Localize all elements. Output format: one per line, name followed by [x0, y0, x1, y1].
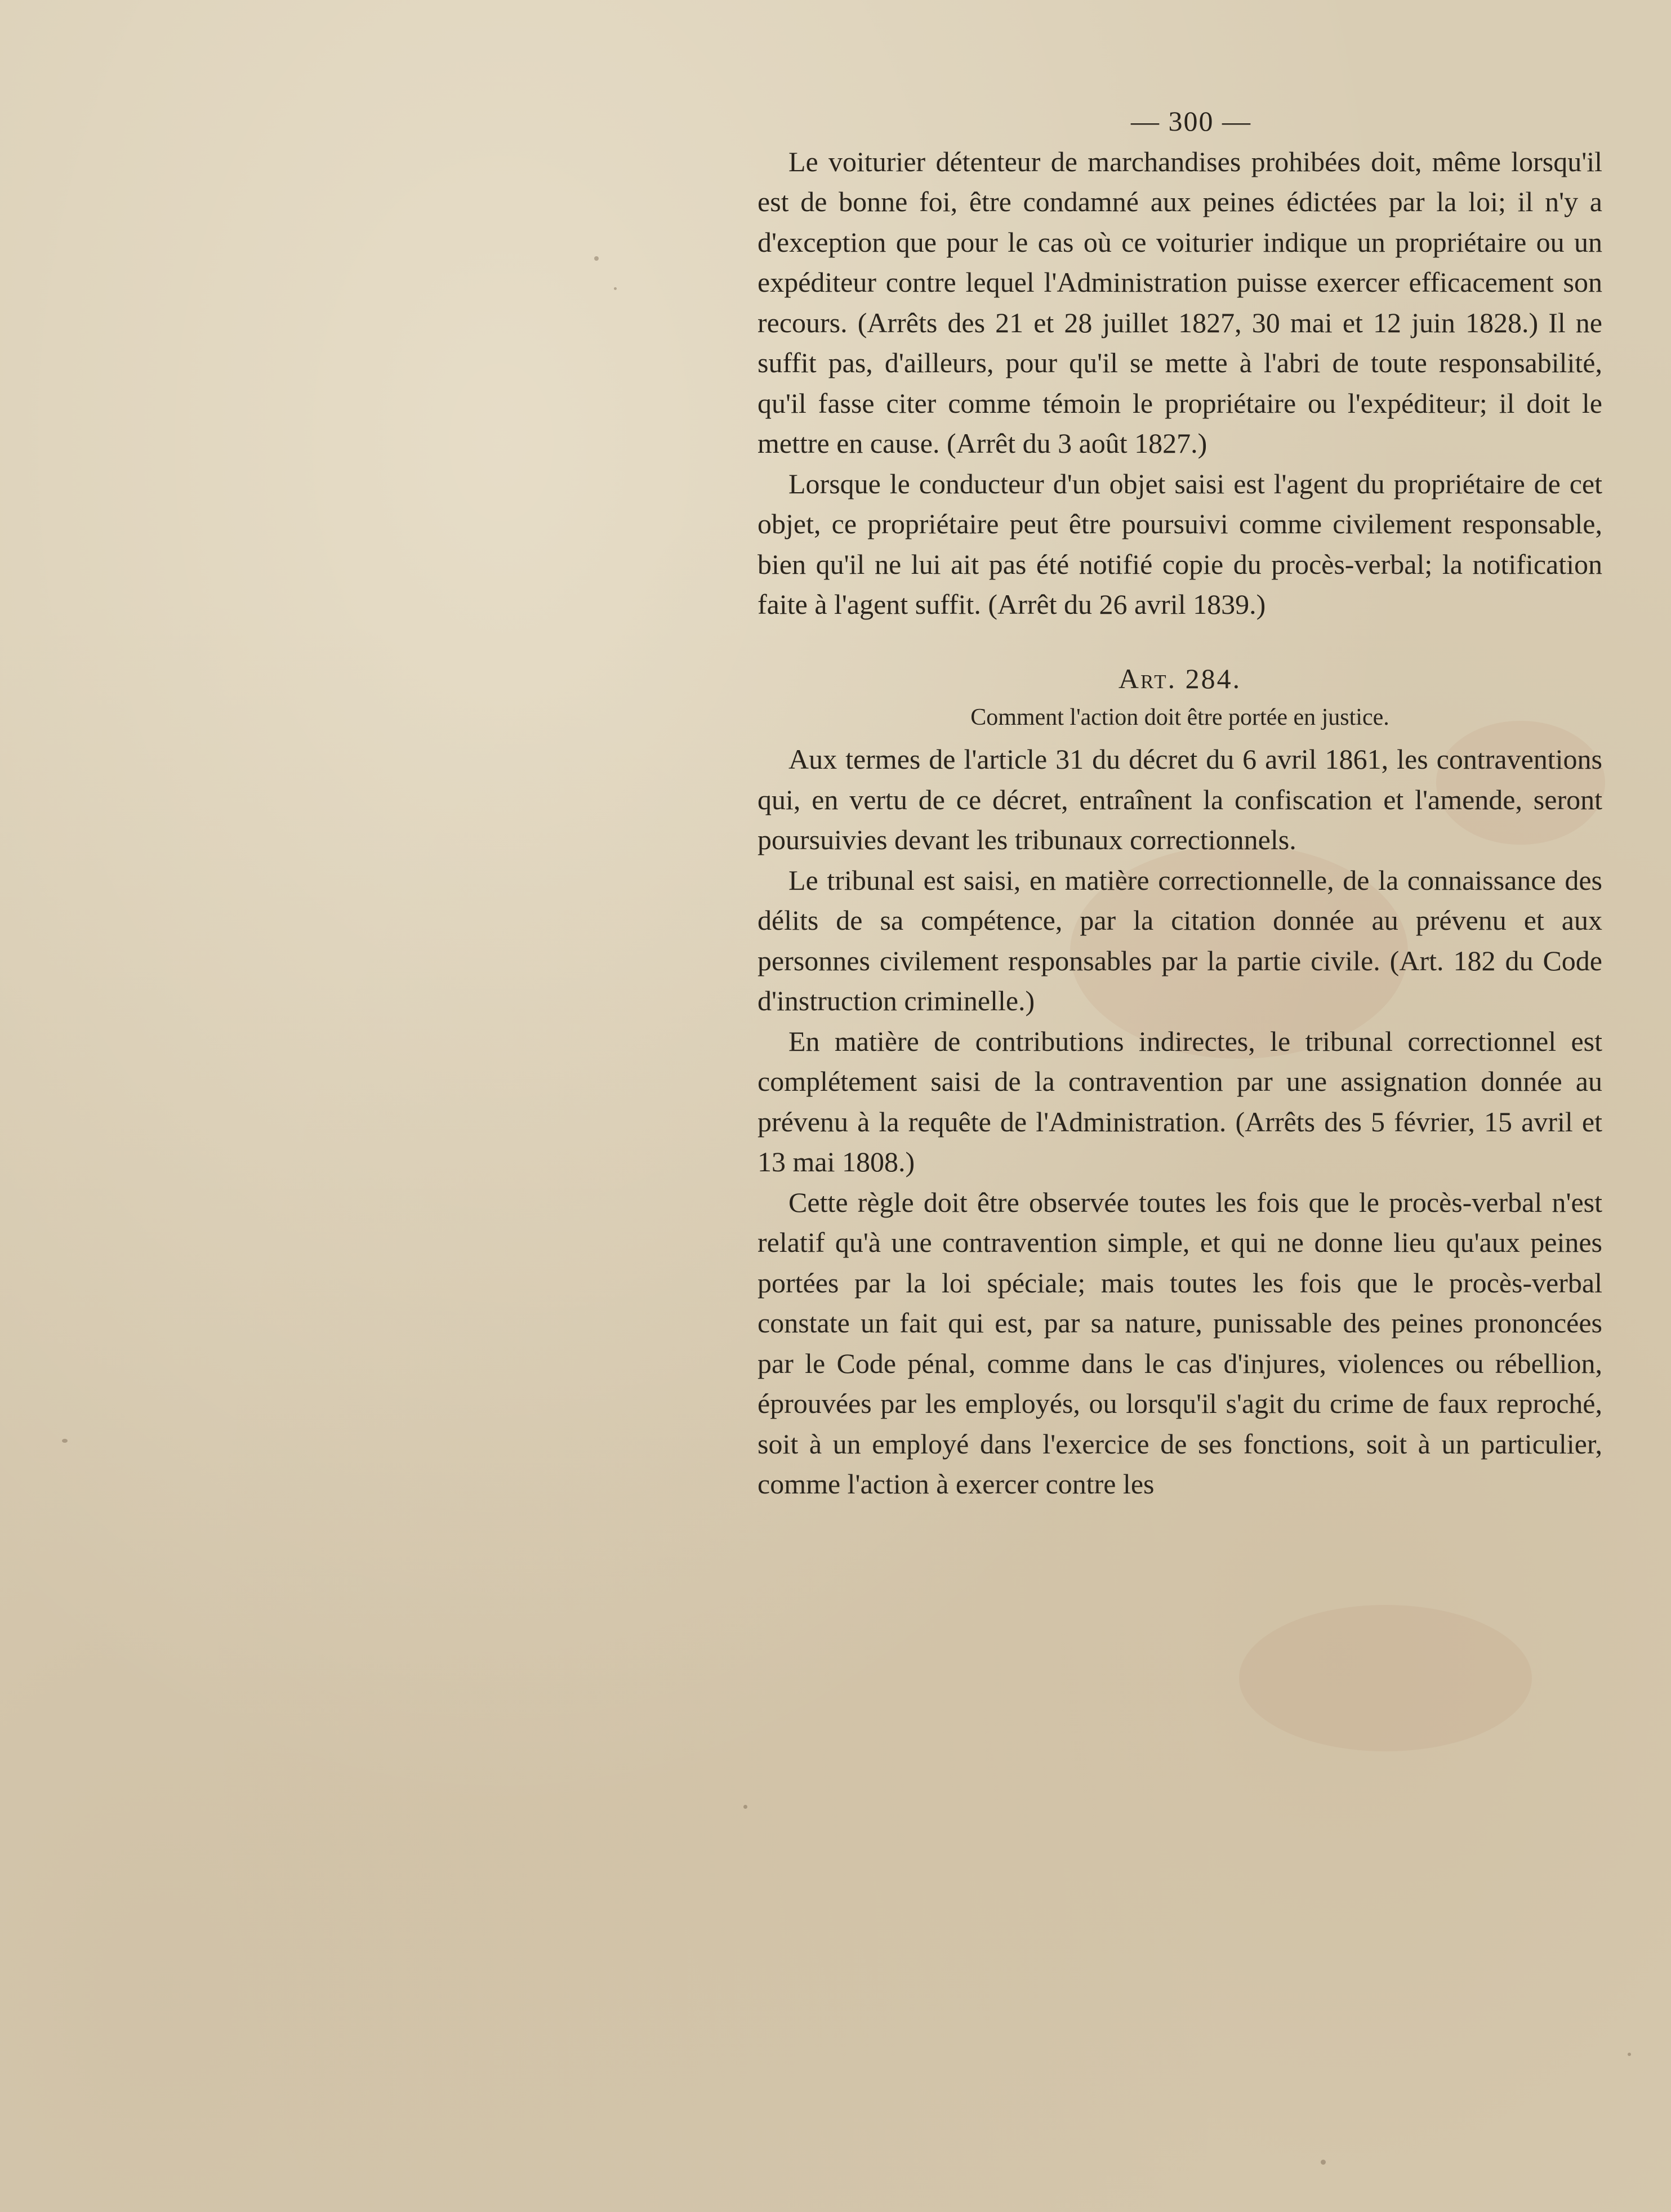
- article-number: 284.: [1185, 662, 1242, 694]
- paper-speck: [1628, 2053, 1631, 2056]
- paper-speck: [62, 1439, 68, 1443]
- article-subtitle: Comment l'action doit être portée en justice.: [970, 704, 1389, 730]
- article-heading: [757, 659, 1602, 699]
- paper-speck: [594, 256, 599, 261]
- article-prefix: Art.: [1118, 662, 1177, 694]
- paragraph: Le tribunal est saisi, en matière correctionnelle, de la connaissance des délits de sa compétence, par la citation donnée au prévenu et aux personnes civilement responsables par la partie civile. (Art. 182 du Code d'instruction criminelle.): [757, 864, 1602, 1016]
- page-number: — 300 —: [1131, 105, 1251, 137]
- paragraph: Cette règle doit être observée toutes les fois que le procès-verbal n'est relatif qu'à une contravention simple, et qui ne donne lieu qu'aux peines portées par la loi spéciale; mais toutes les fois que le procès-verbal constate un fait qui est, par sa nature, punissable des peines prononcées par le Code pénal, comme dans le cas d'injures, violences ou rébellion, éprouvées par les employés, ou lorsqu'il s'agit du crime de faux reproché, soit à un employé dans l'exercice de ses fonctions, soit à un particulier, comme l'action à exercer contre les: [757, 1186, 1602, 1500]
- paragraph: En matière de contributions indirectes, le tribunal correctionnel est complétement saisi de la contravention par une assignation donnée au prévenu à la requête de l'Administration. (Arrêts des 5 février, 15 avril et 13 mai 1808.): [757, 1025, 1602, 1178]
- text-column: [757, 101, 1602, 1505]
- paragraph: Le voiturier détenteur de marchandises prohibées doit, même lorsqu'il est de bonne foi, être condamné aux peines édictées par la loi; il n'y a d'exception que pour le cas où ce voiturier indique un propriétaire ou un expéditeur contre lequel l'Administration puisse exercer efficacement son recours. (Arrêts des 21 et 28 juillet 1827, 30 mai et 12 juin 1828.) Il ne suffit pas, d'ailleurs, pour qu'il se mette à l'abri de toute responsabilité, qu'il fasse citer comme témoin le propriétaire ou l'expéditeur; il doit le mettre en cause. (Arrêt du 3 août 1827.): [757, 145, 1602, 459]
- paper-speck: [1321, 2160, 1326, 2165]
- paragraph: Lorsque le conducteur d'un objet saisi est l'agent du propriétaire de cet objet, ce propriétaire peut être poursuivi comme civilement responsable, bien qu'il ne lui ait pas été notifié copie du procès-verbal; la notification faite à l'agent suffit. (Arrêt du 26 avril 1839.): [757, 467, 1602, 620]
- paper-speck: [614, 287, 617, 290]
- paper-speck: [743, 1805, 747, 1809]
- paper-stain: [1239, 1605, 1532, 1751]
- paragraph: Aux termes de l'article 31 du décret du 6 avril 1861, les contraventions qui, en vertu de ce décret, entraînent la confiscation et l'amende, seront poursuivies devant les tribunaux correctionnels.: [757, 743, 1602, 855]
